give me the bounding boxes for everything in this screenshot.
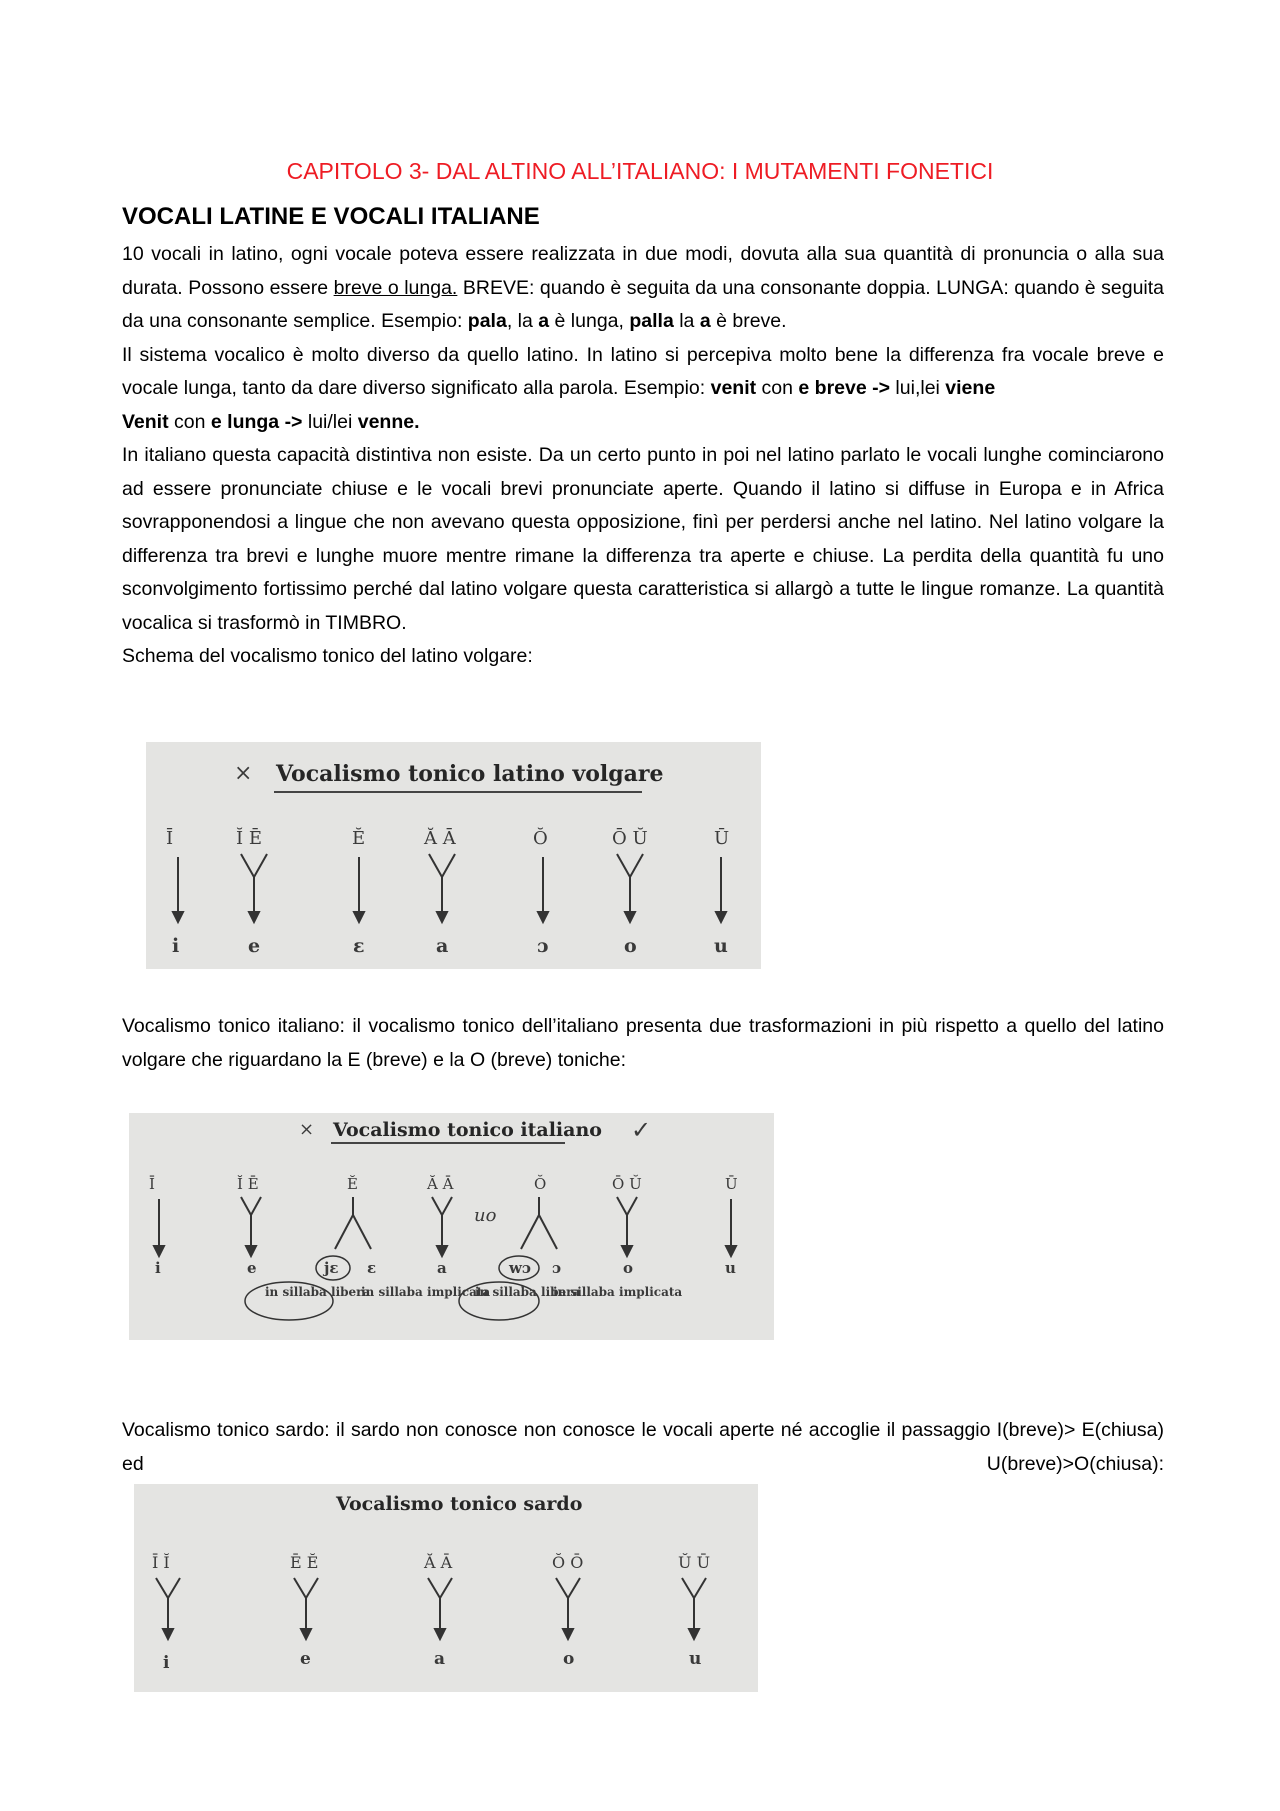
svg-text:ɛ: ɛ: [367, 1259, 377, 1277]
svg-text:Ă Ā: Ă Ā: [424, 1553, 453, 1572]
svg-text:Ŏ: Ŏ: [534, 1175, 547, 1193]
svg-text:o: o: [563, 1649, 575, 1669]
svg-text:Ă Ā: Ă Ā: [427, 1175, 454, 1193]
svg-text:Ĕ: Ĕ: [352, 828, 366, 849]
figure-title: Vocalismo tonico italiano: [333, 1119, 602, 1141]
arrows: [173, 854, 726, 922]
svg-text:ɔ: ɔ: [552, 1259, 562, 1277]
syllable-notes: [265, 1285, 682, 1299]
svg-text:i: i: [172, 935, 180, 957]
svg-text:Ĭ Ē: Ĭ Ē: [236, 828, 262, 849]
svg-text:i: i: [155, 1259, 161, 1277]
svg-text:u: u: [689, 1649, 702, 1669]
svg-text:in sillaba implicata: in sillaba implicata: [361, 1285, 491, 1299]
source-vowels: [166, 826, 729, 849]
figure-sardo: [134, 1484, 758, 1692]
svg-text:a: a: [436, 935, 449, 957]
svg-text:ɔ: ɔ: [537, 935, 549, 957]
check-mark: ✓: [631, 1116, 652, 1144]
figure-title: Vocalismo tonico latino volgare: [276, 761, 664, 787]
svg-text:Ŏ Ō: Ŏ Ō: [552, 1553, 584, 1572]
svg-text:in sillaba implicata: in sillaba implicata: [553, 1285, 683, 1299]
svg-text:a: a: [437, 1259, 447, 1277]
body-text-sardo-intro: [122, 1414, 1164, 1481]
svg-text:Ĭ Ē: Ĭ Ē: [237, 1175, 259, 1193]
paragraph-example: Venit con e lunga -> lui/lei venne.: [122, 410, 420, 433]
svg-text:e: e: [248, 935, 261, 957]
svg-text:e: e: [300, 1649, 311, 1669]
arrows: [154, 1197, 736, 1256]
paragraph-vocalismo-italiano: Vocalismo tonico italiano: il vocalismo tonico dell’italiano presenta due trasformazioni in più rispetto a quello del latino volgare che riguardano la E (breve) e la O (breve) toniche:: [122, 1015, 1164, 1071]
svg-text:Ī: Ī: [149, 1175, 155, 1193]
svg-text:o: o: [623, 1259, 634, 1277]
figure-latino-volgare: [146, 742, 761, 969]
section-heading: VOCALI LATINE E VOCALI ITALIANE: [122, 203, 540, 230]
svg-text:Ī Ĭ: Ī Ĭ: [152, 1553, 170, 1572]
result-vowels: [155, 1259, 736, 1277]
svg-text:o: o: [624, 935, 637, 957]
source-vowels: [149, 1175, 738, 1193]
body-text-block: [122, 238, 1164, 674]
svg-text:Ē Ĕ: Ē Ĕ: [290, 1553, 319, 1572]
source-vowels: [152, 1552, 710, 1572]
paragraph-system: Il sistema vocalico è molto diverso da quello latino. In latino si percepiva molto bene la differenza fra vocale breve e vocale lunga, tanto da dare diverso significato alla parola. Esempio: venit con e breve -> lui,lei viene: [122, 343, 1164, 399]
paragraph-italian: In italiano questa capacità distintiva non esiste. Da un certo punto in poi nel latino parlato le vocali lunghe cominciarono ad essere pronunciate chiuse e le vocali brevi pronunciate aperte. Quando il latino si diffuse in Europa e in Africa sovrapponendosi a lingue che non avevano questa opposizione, finì per perdersi anche nel latino. Nel latino volgare la differenza tra brevi e lunghe muore mentre rimane la differenza tra aperte e chiuse. La perdita della quantità fu uno sconvolgimento fortissimo perché dal latino volgare questa caratteristica si allargò a tutte le lingue romanze. La quantità vocalica si trasformò in TIMBRO.: [122, 444, 1164, 634]
svg-text:jɛ: jɛ: [324, 1259, 339, 1277]
svg-text:i: i: [163, 1653, 170, 1673]
figure-title: Vocalismo tonico sardo: [336, 1493, 583, 1515]
svg-text:Ū: Ū: [714, 828, 730, 849]
svg-text:u: u: [714, 935, 728, 957]
svg-text:a: a: [434, 1649, 446, 1669]
svg-text:u: u: [725, 1259, 736, 1277]
cross-mark: ×: [299, 1119, 315, 1140]
paragraph-vocalismo-sardo: Vocalismo tonico sardo: il sardo non conosce non conosce le vocali aperte né accoglie il passaggio I(breve)> E(chiusa) ed U(breve)>O(chiusa):: [122, 1419, 1164, 1475]
arrows: [156, 1578, 706, 1639]
svg-text:Ō Ŭ: Ō Ŭ: [612, 828, 648, 849]
body-text-italian-intro: [122, 1010, 1164, 1077]
paragraph-schema: Schema del vocalismo tonico del latino volgare:: [122, 645, 533, 667]
svg-text:ɛ: ɛ: [353, 935, 365, 957]
result-vowels: [163, 1649, 701, 1673]
svg-text:Ă Ā: Ă Ā: [424, 828, 456, 849]
figure-italiano: [129, 1113, 774, 1340]
svg-text:in sillaba libera: in sillaba libera: [475, 1285, 581, 1299]
result-vowels: [172, 935, 728, 957]
svg-text:Ū: Ū: [725, 1175, 738, 1193]
svg-text:in sillaba libera: in sillaba libera: [265, 1285, 371, 1299]
chapter-title: CAPITOLO 3- DAL ALTINO ALL’ITALIANO: I MUTAMENTI FONETICI: [286, 158, 994, 184]
svg-text:Ō Ŭ: Ō Ŭ: [612, 1175, 642, 1193]
svg-text:Ŏ: Ŏ: [533, 828, 548, 849]
underlined-phrase: breve o lunga.: [333, 276, 458, 299]
handwritten-note: uo: [474, 1205, 497, 1226]
svg-text:e: e: [247, 1259, 257, 1277]
svg-text:wɔ: wɔ: [509, 1259, 532, 1277]
svg-text:Ŭ Ū: Ŭ Ū: [678, 1553, 711, 1572]
cross-mark: ×: [234, 761, 253, 786]
svg-text:Ĕ: Ĕ: [347, 1175, 358, 1193]
svg-text:Ī: Ī: [166, 828, 174, 849]
paragraph-quantity: 10 vocali in latino, ogni vocale poteva essere realizzata in due modi, dovuta alla sua quantità di pronuncia o alla sua durata. Possono essere breve o lunga. BREVE: quando è seguita da una consonante doppia. LUNGA: quando è seguita da una consonante semplice. Esempio: pala, la a è lunga, palla la a è breve.: [122, 243, 1165, 332]
